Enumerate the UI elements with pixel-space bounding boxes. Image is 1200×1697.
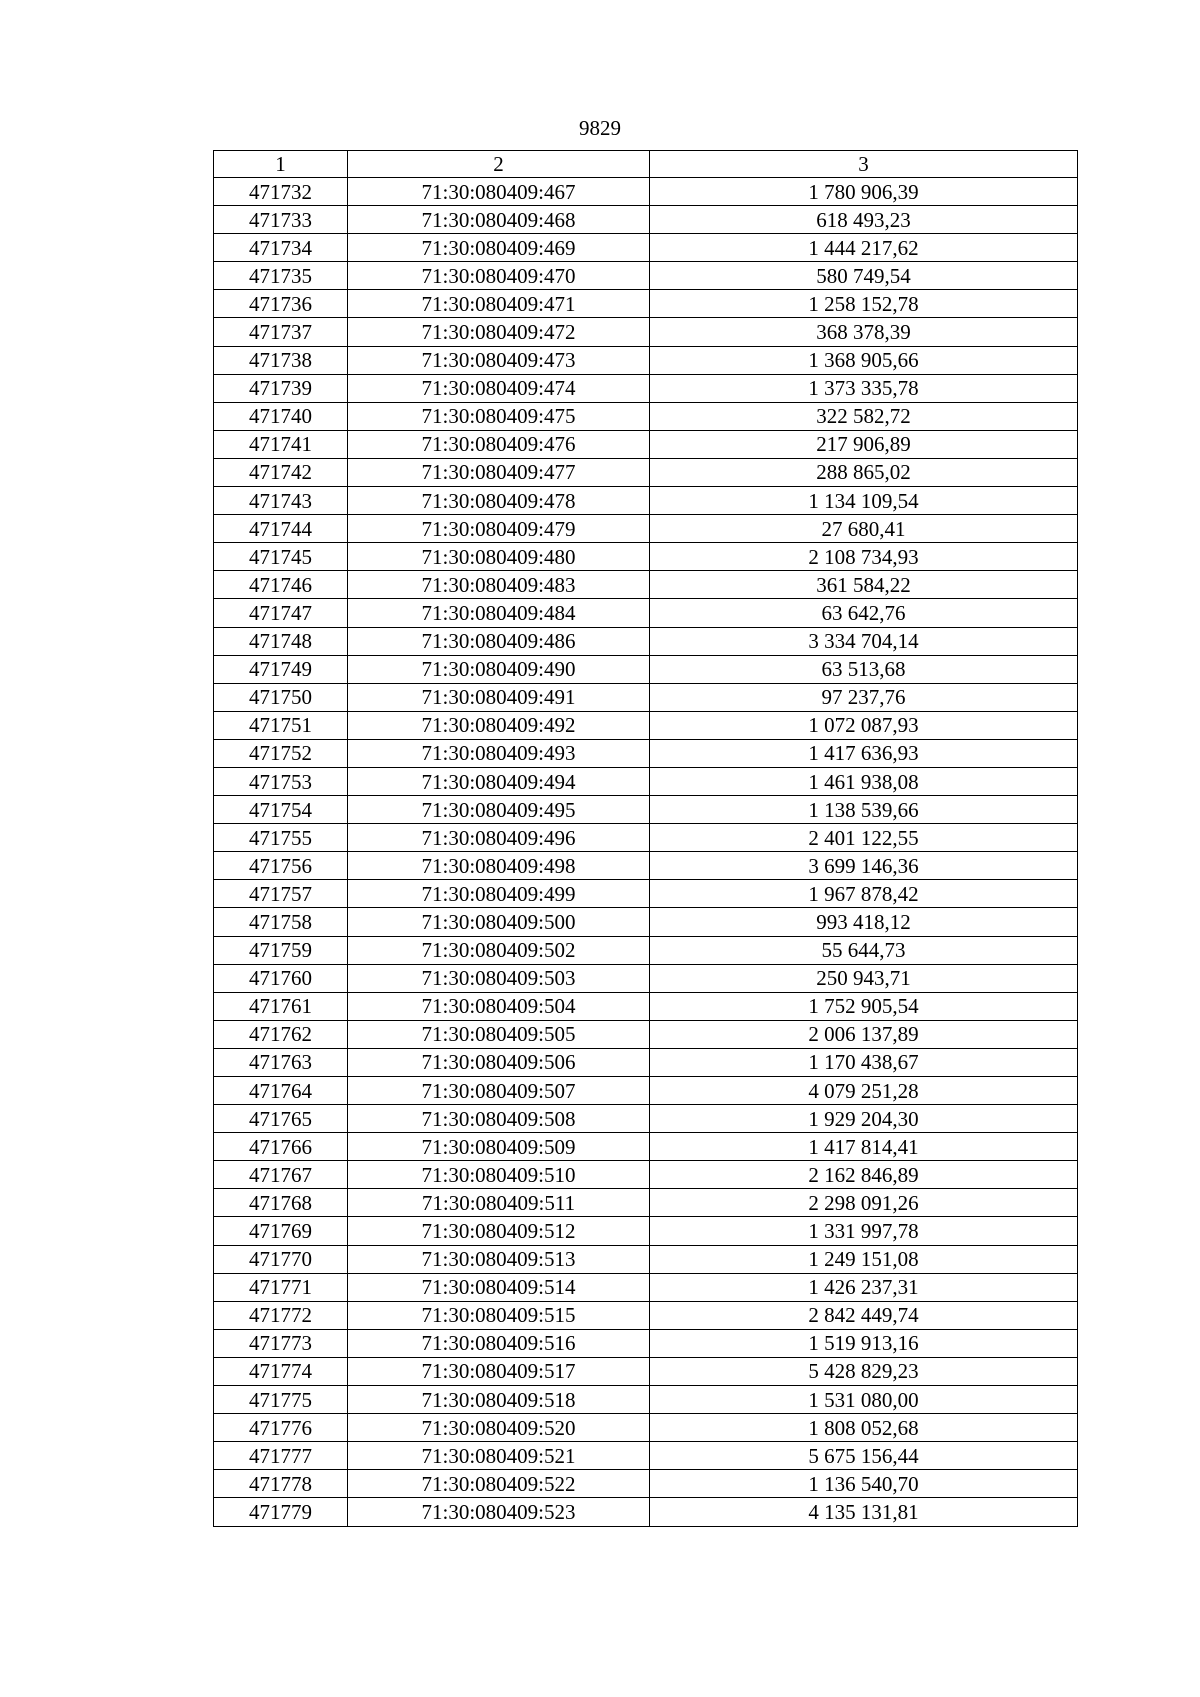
value-cell: 322 582,72: [650, 402, 1078, 430]
table-row: [214, 1273, 1078, 1301]
cadastral-number-cell: 71:30:080409:483: [348, 571, 650, 599]
table-row: [214, 824, 1078, 852]
row-number-cell: 471776: [214, 1414, 348, 1442]
column-header-1: 1: [214, 151, 348, 178]
row-number-cell: 471775: [214, 1386, 348, 1414]
row-number-cell: 471777: [214, 1442, 348, 1470]
table-header-row: [214, 151, 1078, 178]
cadastral-number-cell: 71:30:080409:494: [348, 767, 650, 795]
row-number-cell: 471768: [214, 1189, 348, 1217]
table-row: [214, 571, 1078, 599]
row-number-cell: 471737: [214, 318, 348, 346]
value-cell: 1 258 152,78: [650, 290, 1078, 318]
row-number-cell: 471757: [214, 880, 348, 908]
value-cell: 361 584,22: [650, 571, 1078, 599]
table-row: [214, 1161, 1078, 1189]
row-number-cell: 471766: [214, 1133, 348, 1161]
table-row: [214, 1217, 1078, 1245]
cadastral-number-cell: 71:30:080409:517: [348, 1357, 650, 1385]
table-row: [214, 1470, 1078, 1498]
value-cell: 2 842 449,74: [650, 1301, 1078, 1329]
value-cell: 1 426 237,31: [650, 1273, 1078, 1301]
cadastral-number-cell: 71:30:080409:475: [348, 402, 650, 430]
value-cell: 63 513,68: [650, 655, 1078, 683]
cadastral-number-cell: 71:30:080409:502: [348, 936, 650, 964]
table-body: [214, 178, 1078, 1527]
row-number-cell: 471756: [214, 852, 348, 880]
row-number-cell: 471742: [214, 458, 348, 486]
table-row: [214, 992, 1078, 1020]
cadastral-number-cell: 71:30:080409:506: [348, 1048, 650, 1076]
value-cell: 63 642,76: [650, 599, 1078, 627]
table-row: [214, 543, 1078, 571]
table-row: [214, 1020, 1078, 1048]
cadastral-number-cell: 71:30:080409:510: [348, 1161, 650, 1189]
value-cell: 2 162 846,89: [650, 1161, 1078, 1189]
value-cell: 2 006 137,89: [650, 1020, 1078, 1048]
row-number-cell: 471762: [214, 1020, 348, 1048]
value-cell: 1 531 080,00: [650, 1386, 1078, 1414]
value-cell: 1 373 335,78: [650, 374, 1078, 402]
value-cell: 97 237,76: [650, 683, 1078, 711]
value-cell: 27 680,41: [650, 515, 1078, 543]
cadastral-number-cell: 71:30:080409:469: [348, 234, 650, 262]
row-number-cell: 471767: [214, 1161, 348, 1189]
value-cell: 5 675 156,44: [650, 1442, 1078, 1470]
row-number-cell: 471763: [214, 1048, 348, 1076]
value-cell: 2 401 122,55: [650, 824, 1078, 852]
value-cell: 1 444 217,62: [650, 234, 1078, 262]
cadastral-number-cell: 71:30:080409:509: [348, 1133, 650, 1161]
cadastral-number-cell: 71:30:080409:514: [348, 1273, 650, 1301]
row-number-cell: 471749: [214, 655, 348, 683]
value-cell: 1 461 938,08: [650, 767, 1078, 795]
table-row: [214, 739, 1078, 767]
value-cell: 4 079 251,28: [650, 1077, 1078, 1105]
row-number-cell: 471738: [214, 346, 348, 374]
table-row: [214, 964, 1078, 992]
value-cell: 2 298 091,26: [650, 1189, 1078, 1217]
cadastral-number-cell: 71:30:080409:473: [348, 346, 650, 374]
value-cell: 1 331 997,78: [650, 1217, 1078, 1245]
value-cell: 1 249 151,08: [650, 1245, 1078, 1273]
table-row: [214, 711, 1078, 739]
row-number-cell: 471779: [214, 1498, 348, 1526]
cadastral-number-cell: 71:30:080409:512: [348, 1217, 650, 1245]
table-row: [214, 880, 1078, 908]
table-row: [214, 627, 1078, 655]
row-number-cell: 471754: [214, 796, 348, 824]
table-row: [214, 1357, 1078, 1385]
row-number-cell: 471774: [214, 1357, 348, 1385]
cadastral-number-cell: 71:30:080409:504: [348, 992, 650, 1020]
cadastral-number-cell: 71:30:080409:513: [348, 1245, 650, 1273]
value-cell: 1 967 878,42: [650, 880, 1078, 908]
cadastral-number-cell: 71:30:080409:521: [348, 1442, 650, 1470]
value-cell: 55 644,73: [650, 936, 1078, 964]
cadastral-number-cell: 71:30:080409:493: [348, 739, 650, 767]
value-cell: 1 808 052,68: [650, 1414, 1078, 1442]
cadastral-number-cell: 71:30:080409:505: [348, 1020, 650, 1048]
table-row: [214, 1245, 1078, 1273]
table-row: [214, 1329, 1078, 1357]
row-number-cell: 471773: [214, 1329, 348, 1357]
value-cell: 3 334 704,14: [650, 627, 1078, 655]
table-row: [214, 1498, 1078, 1526]
cadastral-number-cell: 71:30:080409:515: [348, 1301, 650, 1329]
table-row: [214, 206, 1078, 234]
cadastral-number-cell: 71:30:080409:476: [348, 430, 650, 458]
value-cell: 4 135 131,81: [650, 1498, 1078, 1526]
page-number: 9829: [579, 116, 621, 140]
row-number-cell: 471732: [214, 178, 348, 206]
value-cell: 3 699 146,36: [650, 852, 1078, 880]
table-row: [214, 1301, 1078, 1329]
value-cell: 1 136 540,70: [650, 1470, 1078, 1498]
row-number-cell: 471765: [214, 1105, 348, 1133]
cadastral-number-cell: 71:30:080409:468: [348, 206, 650, 234]
row-number-cell: 471758: [214, 908, 348, 936]
row-number-cell: 471744: [214, 515, 348, 543]
cadastral-number-cell: 71:30:080409:499: [348, 880, 650, 908]
value-cell: 1 368 905,66: [650, 346, 1078, 374]
cadastral-number-cell: 71:30:080409:470: [348, 262, 650, 290]
column-header-2: 2: [348, 151, 650, 178]
cadastral-number-cell: 71:30:080409:522: [348, 1470, 650, 1498]
data-table: [213, 150, 1078, 1527]
row-number-cell: 471734: [214, 234, 348, 262]
value-cell: 1 072 087,93: [650, 711, 1078, 739]
cadastral-number-cell: 71:30:080409:484: [348, 599, 650, 627]
row-number-cell: 471770: [214, 1245, 348, 1273]
table-row: [214, 430, 1078, 458]
row-number-cell: 471751: [214, 711, 348, 739]
table-row: [214, 290, 1078, 318]
row-number-cell: 471740: [214, 402, 348, 430]
table-row: [214, 767, 1078, 795]
table-row: [214, 1189, 1078, 1217]
table-row: [214, 1414, 1078, 1442]
table-row: [214, 234, 1078, 262]
cadastral-number-cell: 71:30:080409:520: [348, 1414, 650, 1442]
table-row: [214, 1133, 1078, 1161]
table-row: [214, 178, 1078, 206]
cadastral-number-cell: 71:30:080409:490: [348, 655, 650, 683]
value-cell: 1 519 913,16: [650, 1329, 1078, 1357]
value-cell: 1 417 636,93: [650, 739, 1078, 767]
value-cell: 2 108 734,93: [650, 543, 1078, 571]
row-number-cell: 471769: [214, 1217, 348, 1245]
cadastral-number-cell: 71:30:080409:478: [348, 487, 650, 515]
cadastral-number-cell: 71:30:080409:486: [348, 627, 650, 655]
row-number-cell: 471736: [214, 290, 348, 318]
table-row: [214, 852, 1078, 880]
row-number-cell: 471752: [214, 739, 348, 767]
cadastral-number-cell: 71:30:080409:498: [348, 852, 650, 880]
cadastral-number-cell: 71:30:080409:491: [348, 683, 650, 711]
row-number-cell: 471745: [214, 543, 348, 571]
value-cell: 618 493,23: [650, 206, 1078, 234]
cadastral-number-cell: 71:30:080409:523: [348, 1498, 650, 1526]
cadastral-number-cell: 71:30:080409:480: [348, 543, 650, 571]
row-number-cell: 471753: [214, 767, 348, 795]
table-row: [214, 458, 1078, 486]
cadastral-number-cell: 71:30:080409:518: [348, 1386, 650, 1414]
table-row: [214, 1386, 1078, 1414]
value-cell: 1 170 438,67: [650, 1048, 1078, 1076]
value-cell: 368 378,39: [650, 318, 1078, 346]
value-cell: 1 752 905,54: [650, 992, 1078, 1020]
column-header-3: 3: [650, 151, 1078, 178]
row-number-cell: 471733: [214, 206, 348, 234]
row-number-cell: 471772: [214, 1301, 348, 1329]
value-cell: 1 138 539,66: [650, 796, 1078, 824]
table-row: [214, 374, 1078, 402]
row-number-cell: 471778: [214, 1470, 348, 1498]
row-number-cell: 471747: [214, 599, 348, 627]
row-number-cell: 471748: [214, 627, 348, 655]
table-row: [214, 936, 1078, 964]
cadastral-number-cell: 71:30:080409:511: [348, 1189, 650, 1217]
row-number-cell: 471746: [214, 571, 348, 599]
cadastral-number-cell: 71:30:080409:507: [348, 1077, 650, 1105]
table-row: [214, 515, 1078, 543]
row-number-cell: 471743: [214, 487, 348, 515]
cadastral-number-cell: 71:30:080409:479: [348, 515, 650, 543]
cadastral-number-cell: 71:30:080409:472: [348, 318, 650, 346]
table-row: [214, 1105, 1078, 1133]
row-number-cell: 471760: [214, 964, 348, 992]
cadastral-number-cell: 71:30:080409:474: [348, 374, 650, 402]
value-cell: 993 418,12: [650, 908, 1078, 936]
row-number-cell: 471761: [214, 992, 348, 1020]
table-row: [214, 683, 1078, 711]
row-number-cell: 471755: [214, 824, 348, 852]
cadastral-number-cell: 71:30:080409:500: [348, 908, 650, 936]
table-row: [214, 402, 1078, 430]
row-number-cell: 471764: [214, 1077, 348, 1105]
cadastral-number-cell: 71:30:080409:467: [348, 178, 650, 206]
row-number-cell: 471750: [214, 683, 348, 711]
table-row: [214, 796, 1078, 824]
row-number-cell: 471771: [214, 1273, 348, 1301]
value-cell: 1 134 109,54: [650, 487, 1078, 515]
table-row: [214, 262, 1078, 290]
value-cell: 217 906,89: [650, 430, 1078, 458]
row-number-cell: 471741: [214, 430, 348, 458]
table-row: [214, 655, 1078, 683]
cadastral-number-cell: 71:30:080409:492: [348, 711, 650, 739]
cadastral-number-cell: 71:30:080409:503: [348, 964, 650, 992]
cadastral-number-cell: 71:30:080409:495: [348, 796, 650, 824]
table-row: [214, 1442, 1078, 1470]
value-cell: 1 929 204,30: [650, 1105, 1078, 1133]
table-row: [214, 1048, 1078, 1076]
table-row: [214, 487, 1078, 515]
table-row: [214, 1077, 1078, 1105]
value-cell: 1 417 814,41: [650, 1133, 1078, 1161]
row-number-cell: 471735: [214, 262, 348, 290]
value-cell: 580 749,54: [650, 262, 1078, 290]
cadastral-number-cell: 71:30:080409:496: [348, 824, 650, 852]
cadastral-number-cell: 71:30:080409:516: [348, 1329, 650, 1357]
cadastral-number-cell: 71:30:080409:508: [348, 1105, 650, 1133]
value-cell: 250 943,71: [650, 964, 1078, 992]
row-number-cell: 471759: [214, 936, 348, 964]
table-row: [214, 318, 1078, 346]
table-row: [214, 908, 1078, 936]
table-row: [214, 346, 1078, 374]
cadastral-number-cell: 71:30:080409:477: [348, 458, 650, 486]
value-cell: 1 780 906,39: [650, 178, 1078, 206]
value-cell: 5 428 829,23: [650, 1357, 1078, 1385]
table-row: [214, 599, 1078, 627]
row-number-cell: 471739: [214, 374, 348, 402]
cadastral-number-cell: 71:30:080409:471: [348, 290, 650, 318]
value-cell: 288 865,02: [650, 458, 1078, 486]
